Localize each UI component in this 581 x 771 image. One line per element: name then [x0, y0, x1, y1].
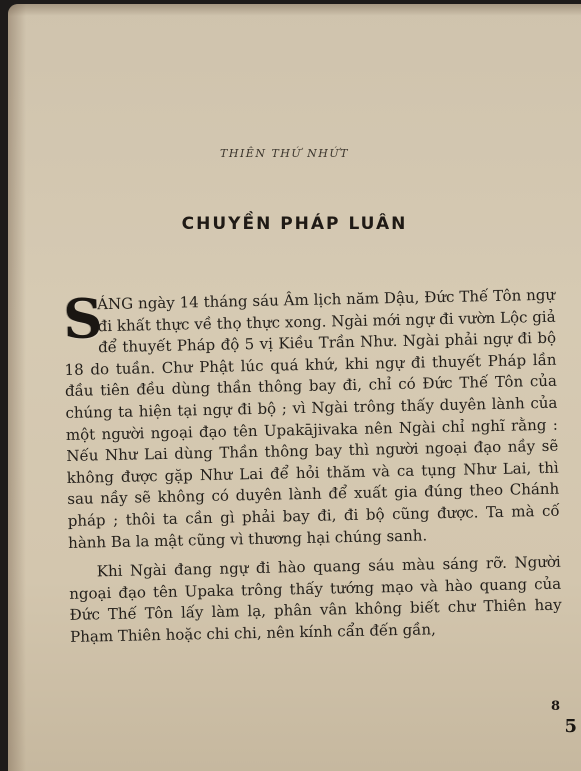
page-mark: 8 — [551, 699, 561, 714]
paragraph-2: Khi Ngài đang ngự đi hào quang sáu màu sáng rỡ. Người ngoại đạo tên Upaka trông thấy tướng mạo và hào quang của Đức Thế Tôn lấy làm lạ, phân vân không biết chư Thiên hay Phạm Thiên hoặc chi chi, nên kính cẩn đến gần, — [69, 552, 562, 646]
chapter-title: CHUYỀN PHÁP LUÂN — [181, 214, 408, 234]
book-page — [8, 4, 581, 771]
page-number: 5 — [564, 716, 577, 737]
paragraph-1 — [63, 285, 560, 554]
drop-cap: S — [62, 286, 104, 351]
section-header: THIÊN THỨ NHỨT — [220, 147, 349, 160]
body-text — [63, 285, 562, 649]
paragraph-1-text: ÁNG ngày 14 tháng sáu Âm lịch năm Dậu, Đức Thế Tôn ngự đi khất thực về thọ thực xong. Ngài mới ngự đi vườn Lộc giả để thuyết Pháp độ 5 vị Kiều Trần Như. Ngài phải ngự đi bộ 18 do tuần. Chư Phật lúc quá khứ, khi ngự đi thuyết Pháp lần đầu tiên đều dùng thần thông bay đi, chỉ có Đức Thế Tôn của chúng ta hiện tại ngự đi bộ ; vì Ngài trông thấy duyên lành của một người ngoại đạo tên Upakājivaka nên Ngài chỉ nghĩ rằng : Nếu Như Lai dùng Thần thông bay thì người ngoại đạo nầy sẽ không được gặp Như Lai để hỏi thăm và ca tụng Như Lai, thì sau nầy sẽ không có duyên lành để xuất gia đúng theo Chánh pháp ; thôi ta cần gì phải bay đi, đi bộ cũng được. Ta mà cố hành Ba la mật cũng vì thương hại chúng sanh. — [64, 285, 560, 552]
